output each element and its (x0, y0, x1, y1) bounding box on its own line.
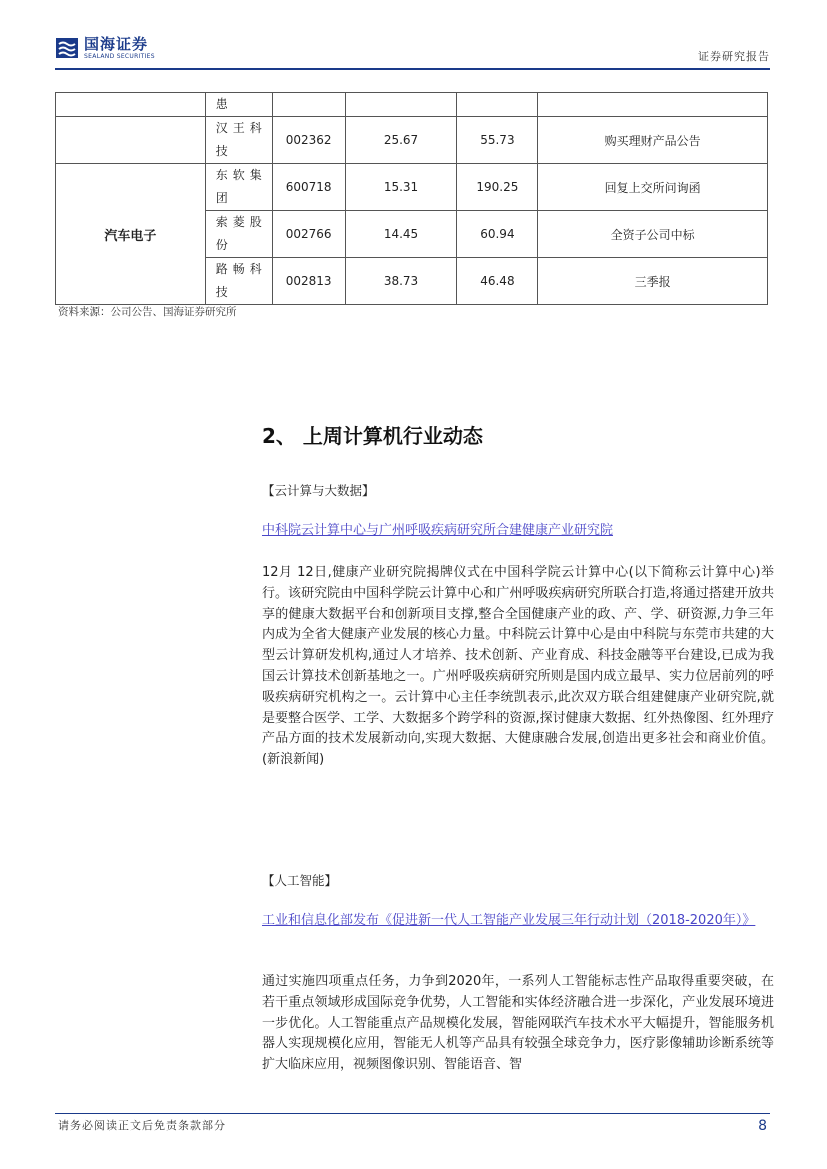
table-source-note: 资料来源：公司公告、国海证券研究所 (58, 306, 237, 318)
stock-event (538, 93, 768, 117)
stock-value-2: 190.25 (457, 164, 538, 211)
stock-event: 三季报 (538, 258, 768, 305)
news-link-ai[interactable]: 工业和信息化部发布《促进新一代人工智能产业发展三年行动计划（2018-2020年）》 (262, 913, 756, 928)
stock-event: 全资子公司中标 (538, 211, 768, 258)
stock-value-2 (457, 93, 538, 117)
stock-name: 路畅科技 (205, 258, 272, 305)
stock-value-1: 25.67 (345, 117, 457, 164)
table-cell-empty (56, 117, 206, 164)
stock-code (272, 93, 345, 117)
stock-value-1: 14.45 (345, 211, 457, 258)
footer-divider (55, 1113, 770, 1114)
logo-english-name: SEALAND SECURITIES (84, 52, 155, 60)
stock-code: 600718 (272, 164, 345, 211)
stock-name: 汉王科技 (205, 117, 272, 164)
stock-value-2: 55.73 (457, 117, 538, 164)
news-body-cloud: 12月 12日,健康产业研究院揭牌仪式在中国科学院云计算中心(以下简称云计算中心)举行。该研究院由中国科学院云计算中心和广州呼吸疾病研究所联合打造,将通过搭建开放共享的健康大数据平台和创新项目支撑,整合全国健康产业的政、产、学、研资源,力争三年内成为全省大健康产业发展的核心力量。中科院云计算中心是由中科院与东莞市共建的大型云计算研发机构,通过人才培养、技术创新、产业育成、科技金融等平台建设,已成为我国云计算技术创新基地之一。广州呼吸疾病研究所则是国内成立最早、实力位居前列的呼吸疾病研究机构之一。云计算中心主任李统凯表示,此次双方联合组建健康产业研究院,就是要整合医学、工学、大数据多个跨学科的资源,探讨健康大数据、红外热像图、红外理疗产品方面的技术发展新动向,实现大数据、大健康融合发展,创造出更多社会和商业价值。(新浪新闻) (262, 565, 774, 768)
page-number: 8 (758, 1118, 767, 1134)
stock-code: 002766 (272, 211, 345, 258)
stock-event: 购买理财产品公告 (538, 117, 768, 164)
stock-event-table (55, 92, 768, 305)
page-header (55, 36, 770, 66)
section-title: 2、 上周计算机行业动态 (262, 424, 483, 448)
company-logo (55, 36, 155, 60)
footer-disclaimer: 请务必阅读正文后免责条款部分 (58, 1119, 226, 1132)
table-row (56, 117, 768, 164)
news-body-ai: 通过实施四项重点任务，力争到2020年，一系列人工智能标志性产品取得重要突破，在若干重点领域形成国际竞争优势，人工智能和实体经济融合进一步深化，产业发展环境进一步优化。人工智能重点产品规模化发展，智能网联汽车技术水平大幅提升，智能服务机器人实现规模化应用，智能无人机等产品具有较强全球竞争力，医疗影像辅助诊断系统等扩大临床应用，视频图像识别、智能语音、智 (262, 974, 774, 1073)
stock-value-2: 60.94 (457, 211, 538, 258)
stock-code: 002813 (272, 258, 345, 305)
logo-chinese-name: 国海证券 (84, 34, 149, 53)
table-row (56, 164, 768, 211)
stock-value-1 (345, 93, 457, 117)
stock-value-1: 15.31 (345, 164, 457, 211)
stock-name: 索菱股份 (205, 211, 272, 258)
stock-event: 回复上交所问询函 (538, 164, 768, 211)
table-row (56, 93, 768, 117)
report-type-label: 证券研究报告 (698, 50, 770, 63)
table-cell-empty (56, 93, 206, 117)
sector-label: 汽车电子 (56, 164, 206, 305)
sealand-logo-icon (55, 36, 79, 60)
stock-name: 东软集团 (205, 164, 272, 211)
header-divider (55, 68, 770, 70)
stock-value-2: 46.48 (457, 258, 538, 305)
category-tag-cloud: 【云计算与大数据】 (262, 483, 375, 498)
stock-code: 002362 (272, 117, 345, 164)
stock-name: 患 (205, 93, 272, 117)
news-link-cloud[interactable]: 中科院云计算中心与广州呼吸疾病研究所合建健康产业研究院 (262, 523, 614, 538)
category-tag-ai: 【人工智能】 (262, 873, 338, 888)
stock-value-1: 38.73 (345, 258, 457, 305)
